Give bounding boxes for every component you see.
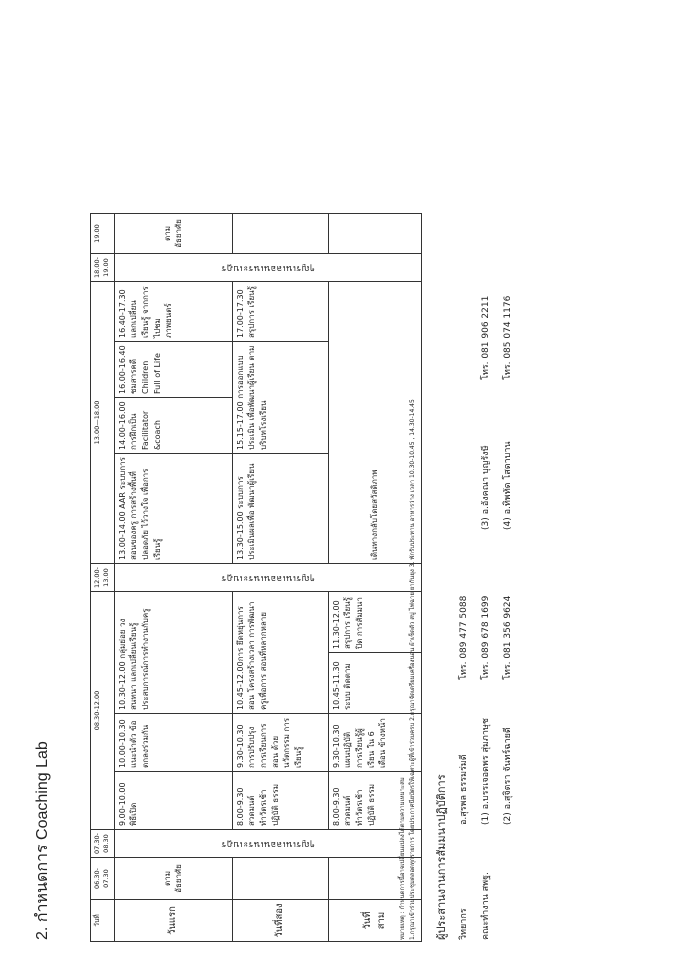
page-title: 2. กำหนดการ Coaching Lab xyxy=(34,741,51,940)
breakfast-label: ๆญรเนเลอนเนระเบฎร xyxy=(220,839,315,850)
day3-slot-2: 9.30-10.30 แผนปฏิบัติ การเรียนรู้ผู้เรียน ใน 6 เดือน ข้างหน้า xyxy=(328,714,421,772)
day1-slot-1: 9.00-10.00 พิธีเปิด xyxy=(114,772,232,830)
schedule-table xyxy=(90,213,422,942)
coordinators-heading: ผู้ประสานงานการสัมมนาปฏิบัติการ xyxy=(435,774,448,940)
header-time-1: 06.30-07.30 xyxy=(91,858,115,900)
header-row xyxy=(91,214,115,942)
day1-slot-6: 16.00-16.40 ชมสารคดี Children Full of Life xyxy=(114,342,232,398)
coordinator-row-2 xyxy=(478,40,500,940)
day2-slot-3: 10.45-12.00การ ยึดหยุ่นการสอน โครงสร้างเวลา การพัฒนาครูเพื่อการ สอนที่หลากหลาย xyxy=(232,592,328,714)
header-time-7: 19.00 xyxy=(91,214,115,254)
day3-slot-3: 10.45-11.30 ระบบ ติดตาม xyxy=(329,653,421,714)
header-time-6: 18.00-19.00 xyxy=(91,254,115,282)
day3-slot-4: 11.30-12.00 สรุปการ เรียนรู้ ปิด การสัมมนา xyxy=(331,597,365,649)
day2-slot-5: 15.15-17.00 การออกแบบประเมิน เพื่อพัฒนาผู้เรียน ตามบริบทโรงเรียน xyxy=(232,342,328,454)
day2-empty-b xyxy=(232,214,328,254)
notes xyxy=(398,40,418,940)
note-1: หมายเหตุ : กำหนดการนี้อาจเปลี่ยนแปลงได้ตามความเหมาะสม xyxy=(399,777,406,940)
coordinator-row-3 xyxy=(500,40,522,940)
member-1: (1) อ.บรรเจอดพร สุ่มภาษุช xyxy=(481,718,491,825)
day1-label: วันแรก xyxy=(114,900,232,942)
role-committee: คณะทำงาน สพฐ. xyxy=(481,872,491,940)
lunch-label: ๆญรเนเลอนเนระเบฎร xyxy=(220,573,315,584)
dinner-cell xyxy=(114,254,421,282)
speaker-phone: โทร. 089 477 5088 xyxy=(459,595,469,680)
header-time-4: 12.00-13.00 xyxy=(91,564,115,592)
header-time-5: 13.00—18.00 xyxy=(91,282,115,564)
day2-slot-2: 9.30-10.30 การปรับปรุง การเรียนการสอน ด้วยนวัตกรรม การเรียนรู้ xyxy=(232,714,328,772)
member-3-phone: โทร. 081 906 2211 xyxy=(481,295,491,380)
day1-morning-free: ตาม อัธยาศัย xyxy=(114,858,232,900)
day2-slot-4: 13.30-15.00 ระบบการ ประเมินผลเพื่อ พัฒนาผู้เรียน xyxy=(232,454,328,564)
day3-slot-1: 8.00-9.30 สวดมนต์ ทำวัตรเช้า ปฏิบัติ ธรรม xyxy=(328,772,421,830)
note-2: 1.กรุณาเข้าร่วมประชุมตลอดทุกรายการ โดยประกาศนียบัตรให้เฉพาะผู้ที่เข้าร่วมครบ 2.กรุณาจัดเตรียมเครื่องนอน ผ้าเช็ดตัว สบู่ ไฟฉาย ยากันยุง 3. พักรับประทาน อาหารว่าง เวลา 10.30-10.45 , 14.30-14.45 xyxy=(409,399,417,940)
lunch-cell xyxy=(114,564,421,592)
day1-slot-3: 10.30-12.00 กลุ่มย่อย วงสนทนา แลกเปลี่ยนเรียนรู้ ประสบการณ์การทำงานกับครู xyxy=(114,592,232,714)
day1-slot-2: 10.00-10.30 แนะนำตัว ข้อตกลงร่วมกัน xyxy=(114,714,232,772)
day3-label: วันที่สาม xyxy=(328,900,421,942)
header-time-2: 07.30-08.30 xyxy=(91,830,115,858)
dinner-label: ๆญรเนเลอนเนระเบฎร xyxy=(220,263,315,274)
coordinators-section xyxy=(432,40,522,940)
header-time-3: 08.30-12.00 xyxy=(91,592,115,830)
breakfast-cell xyxy=(114,830,421,858)
day2-slot-1: 8.00-9.30 สวดมนต์ ทำวัตรเช้า ปฏิบัติ ธรรม xyxy=(232,772,328,830)
member-4-phone: โทร. 085 074 1176 xyxy=(503,295,513,380)
member-3: (3) อ.อังคณา บุญรังษี xyxy=(481,445,491,530)
header-day: วันที่ xyxy=(91,900,115,942)
table-row-day1 xyxy=(114,214,232,942)
member-2: (2) อ.สุจิตรา จันทร์ฉายดี xyxy=(503,727,513,825)
day2-slot-6: 17.00-17.30 สรุปการ เรียนรู้ xyxy=(232,282,328,342)
day1-slot-4: 13.00-14.00 AAR ระบบการสอนของครู การสร้างพื้นที่ ปลอดภัย ไว้วางใจ เพื่อการเรียนรู้ xyxy=(114,454,232,564)
day1-slot-7: 16.40-17.30 แลกเปลี่ยนเรียนรู้ จากการไปชมภาพยนตร์ xyxy=(114,282,232,342)
member-1-phone: โทร. 089 678 1699 xyxy=(481,595,491,680)
day1-slot-5: 14.00-16.00 การฝึกเป็น Facilitator &coach xyxy=(114,398,232,454)
speaker-name: อ.สุรพล ธรรมร่มดี xyxy=(459,754,469,825)
day2-label: วันที่สอง xyxy=(232,900,328,942)
day3-slot-5: เดินทางกลับโดยสวัสดิภาพ xyxy=(328,282,421,564)
day2-empty-a xyxy=(232,858,328,900)
coordinator-row-1 xyxy=(456,40,478,940)
rotated-content xyxy=(20,15,680,950)
member-4: (4) อ.ทิพทัด โสดาบาน xyxy=(503,441,513,530)
member-2-phone: โทร. 081 356 9624 xyxy=(503,595,513,680)
day1-evening-free: ตาม อัธยาศัย xyxy=(114,214,232,254)
role-speaker: วิทยากร xyxy=(459,908,469,940)
